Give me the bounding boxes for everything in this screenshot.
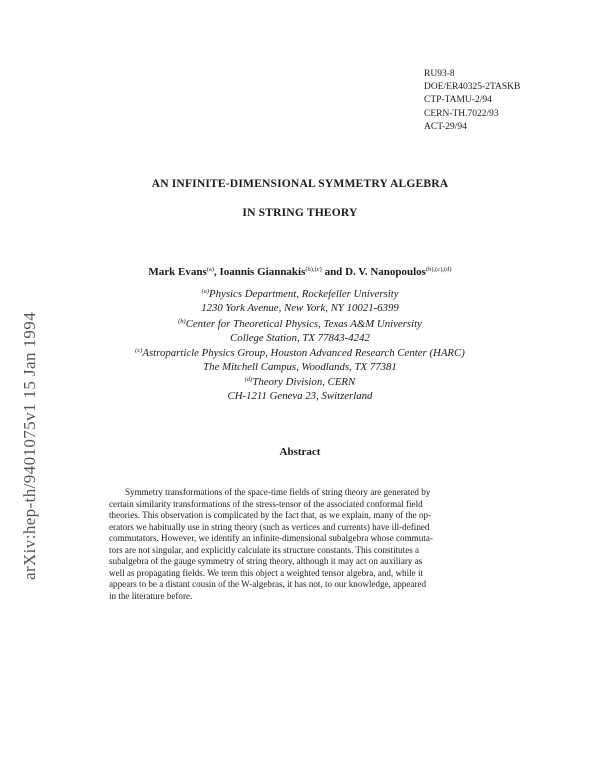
abstract-line: certain similarity transformations of the stress-tensor of the associated conformal field xyxy=(109,498,423,509)
affiliation-line: Center for Theoretical Physics, Texas A&M University xyxy=(185,318,422,330)
report-number: CERN-TH.7022/93 xyxy=(424,108,499,119)
author-conjunction: and xyxy=(324,266,343,278)
affiliation-mark: (d) xyxy=(244,376,253,383)
abstract-body xyxy=(109,487,491,602)
report-number: RU93-8 xyxy=(424,69,455,79)
affiliation-line: Astroparticle Physics Group, Houston Advanced Research Center (HARC) xyxy=(142,347,465,359)
paper-title-line-1: AN INFINITE-DIMENSIONAL SYMMETRY ALGEBRA xyxy=(151,177,449,190)
abstract-line: commutators. However, we identify an infinite-dimensional subalgebra whose commuta- xyxy=(109,533,433,544)
report-number: CTP-TAMU-2/94 xyxy=(424,95,492,106)
arxiv-stamp: arXiv:hep-th/9401075v1 15 Jan 1994 xyxy=(20,311,39,580)
author-affiliation-mark: (a) xyxy=(206,266,214,273)
affiliation-line: Theory Division, CERN xyxy=(252,376,356,388)
author-affiliation-mark: (b),(c) xyxy=(305,266,322,273)
affiliation-line: CH-1211 Geneva 23, Switzerland xyxy=(227,389,373,402)
abstract-line: tors are not singular, and explicitly calculate its structure constants. This constitutes a xyxy=(109,544,420,555)
affiliation-line: The Mitchell Campus, Woodlands, TX 77381 xyxy=(203,360,397,373)
author-separator: , xyxy=(213,266,217,278)
author-list xyxy=(0,266,600,278)
abstract-line: in the literature before. xyxy=(109,590,193,601)
affiliation-line: 1230 York Avenue, New York, NY 10021-6399 xyxy=(201,301,399,314)
affiliation xyxy=(0,373,600,403)
paper-title-line-2: IN STRING THEORY xyxy=(242,206,358,219)
author-name: D. V. Nanopoulos xyxy=(345,266,426,278)
affiliation-mark: (a) xyxy=(201,288,210,295)
abstract-line: erators we habitually use in string theory (such as vertices and currents) have ill-defined xyxy=(109,521,430,532)
abstract-line: appears to be a distant cousin of the W-algebras, it has not, to our knowledge, appeared xyxy=(109,579,427,590)
affiliation xyxy=(0,315,600,345)
affiliation-mark: (c) xyxy=(135,347,143,354)
affiliation-line: Physics Department, Rockefeller University xyxy=(209,288,399,300)
affiliation-line: College Station, TX 77843-4242 xyxy=(230,331,370,344)
abstract-line: theories. This observation is complicated by the fact that, as we explain, many of the op- xyxy=(109,510,432,521)
report-number: DOE/ER40325-2TASKB xyxy=(424,82,521,93)
report-numbers xyxy=(424,68,520,134)
author-name: Mark Evans xyxy=(148,266,207,278)
abstract-line: well as propagating fields. We term this object a weighted tensor algebra, and, while it xyxy=(109,567,424,578)
affiliation xyxy=(0,285,600,315)
abstract-heading: Abstract xyxy=(279,446,321,458)
author-name: Ioannis Giannakis xyxy=(219,266,306,278)
affiliation-mark: (b) xyxy=(178,318,186,325)
author-affiliation-mark: (b),(c),(d) xyxy=(425,266,452,273)
abstract-line: Symmetry transformations of the space-time fields of string theory are generated by xyxy=(125,487,431,497)
report-number: ACT-29/94 xyxy=(424,121,467,132)
affiliation xyxy=(0,344,600,374)
abstract-line: subalgebra of the gauge symmetry of string theory, although it may act on auxiliary as xyxy=(109,556,423,567)
